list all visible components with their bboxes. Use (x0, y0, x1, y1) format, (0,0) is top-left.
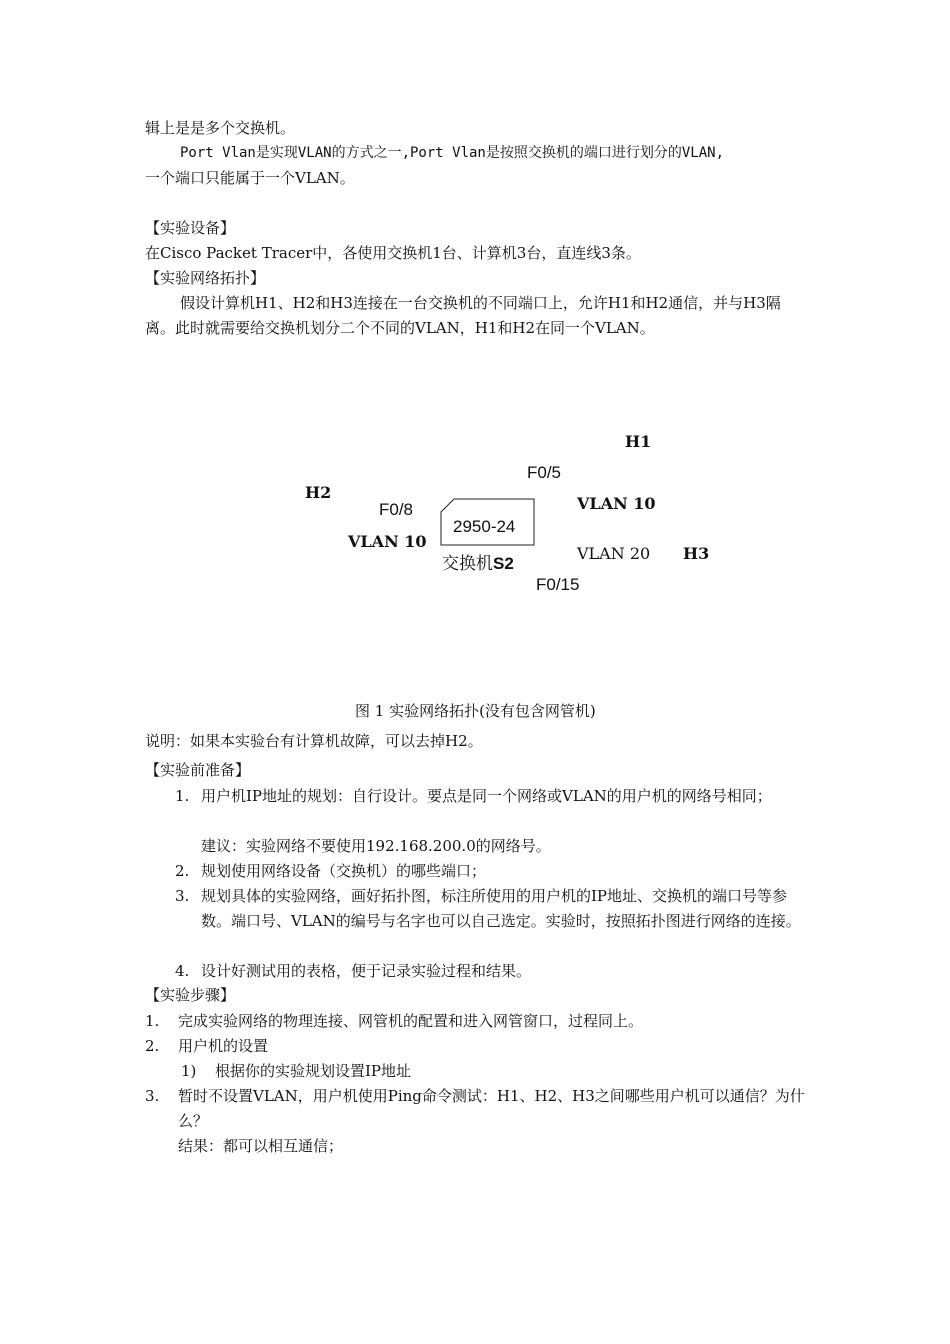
topology-heading: 【实验网络拓扑】 (145, 269, 266, 287)
topology-text: 假设计算机H1、H2和H3连接在一台交换机的不同端口上，允许H1和H2通信，并与H3隔离。此时就需要给交换机划分二个不同的VLAN，H1和H2在同一个VLAN。 (145, 294, 781, 337)
prep-item-1-suggestion: 建议：实验网络不要使用192.168.200.0的网络号。 (201, 837, 551, 855)
note-text: 说明：如果本实验台有计算机故障，可以去掉H2。 (145, 732, 483, 750)
prep-item-1: 1. 用户机IP地址的规划：自行设计。要点是同一个网络或VLAN的用户机的网络号相同； (175, 787, 772, 805)
steps-heading: 【实验步骤】 (145, 986, 236, 1004)
vlan10-left-label: VLAN 10 (348, 532, 427, 551)
switch-model-label: 2950-24 (453, 517, 516, 536)
equipment-text: 在Cisco Packet Tracer中，各使用交换机1台、计算机3台，直连线3条。 (145, 244, 641, 262)
step-item-3-result: 结果：都可以相互通信； (178, 1137, 344, 1155)
step-item-3: 3. 暂时不设置VLAN，用户机使用Ping命令测试：H1、H2、H3之间哪些用户机可以通信？为什么？ (145, 1087, 805, 1130)
prep-item-2: 2. 规划使用网络设备（交换机）的哪些端口； (175, 862, 487, 880)
step-item-2: 2. 用户机的设置 (145, 1037, 269, 1055)
equipment-heading: 【实验设备】 (145, 219, 236, 237)
step-item-2-sub-1: 1) 根据你的实验规划设置IP地址 (181, 1062, 412, 1080)
prep-heading: 【实验前准备】 (145, 761, 251, 779)
prep-list (175, 784, 811, 984)
figure-caption: 图 1 实验网络拓扑(没有包含网管机) (355, 702, 596, 720)
host-h2-label: H2 (305, 483, 332, 502)
prep-item-3: 3. 规划具体的实验网络，画好拓扑图，标注所使用的用户机的IP地址、交换机的端口号等参数。端口号、VLAN的编号与名字也可以自己选定。实验时，按照拓扑图进行网络的连接。 (175, 887, 801, 930)
vlan20-label: VLAN 20 (577, 544, 651, 563)
port-f0-15-label: F0/15 (536, 575, 580, 594)
switch-label-prefix: 交换机 (442, 554, 493, 574)
intro-line-1: 辑上是是多个交换机。 (145, 119, 296, 137)
host-h3-label: H3 (683, 544, 710, 563)
prep-item-4: 4. 设计好测试用的表格，便于记录实验过程和结果。 (175, 962, 532, 980)
steps-list (145, 1009, 811, 1159)
intro-line-2: Port Vlan是实现VLAN的方式之一,Port Vlan是按照交换机的端口进行划分的VLAN, (180, 145, 725, 161)
intro-line-3: 一个端口只能属于一个VLAN。 (145, 169, 355, 187)
switch-name-label (442, 549, 514, 574)
switch-label-name: S2 (493, 554, 514, 573)
port-f0-8-label: F0/8 (379, 500, 414, 519)
vlan10-right-label: VLAN 10 (577, 494, 656, 513)
port-f0-5-label: F0/5 (527, 463, 562, 482)
step-item-1: 1. 完成实验网络的物理连接、网管机的配置和进入网管窗口，过程同上。 (145, 1012, 644, 1030)
host-h1-label: H1 (625, 432, 652, 451)
